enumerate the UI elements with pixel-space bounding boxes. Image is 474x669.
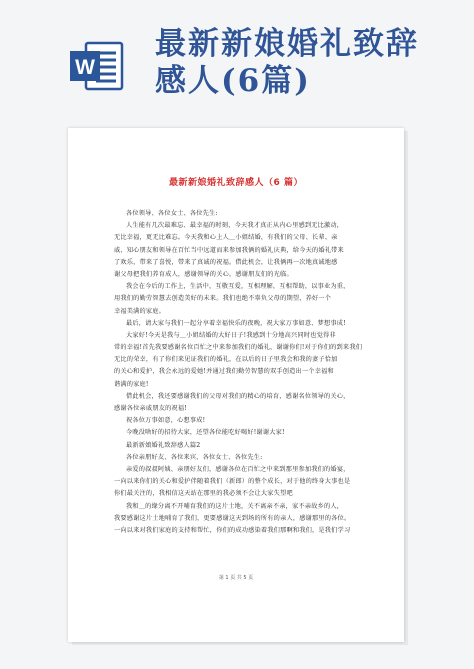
paragraph-line: 我要感谢这片土地哺育了我们，更要感谢这天到场的所有的亲人，感谢那里的各位。 bbox=[114, 514, 351, 522]
paragraph-line: 一向以来对我们家庭的支持和帮忙，你们的成功感染着我们那啊和我们，是我们学习 bbox=[114, 526, 351, 534]
paragraph-line: 你们最关注的，我相信这天站在那里的我必须不会让大家失望吧 bbox=[114, 490, 293, 498]
paragraph-line: 幸福美满的家庭。 bbox=[114, 307, 166, 315]
paragraph-line: 今晚没啥好的招待大家，还望各位能吃好喝好!谢谢大家! bbox=[126, 429, 285, 437]
paragraph-line: 了欢乐，带来了喜悦，带来了真诚的祝福。借此机会，让我俩再一次地真诚地感 bbox=[114, 258, 338, 266]
svg-text:W: W bbox=[75, 56, 95, 79]
paragraph-line: 无比的荣幸，有了你们来见证我们的婚礼，在以后的日子里我会和我的妻子恰加 bbox=[114, 356, 338, 364]
paragraph-line: 我和＿的缘分离不开哺育我们的这片土地，关不离亲不亲，家不亲故乡的人， bbox=[126, 502, 344, 510]
paragraph-line: 常的幸福!首先我要感谢名位百忙之中来参加我们的婚礼，谢谢你们!对于你们的到来我们 bbox=[114, 344, 363, 352]
paragraph-line: 一向以来你们的关心和爱护伴随着我们（新郎）的整个成长，对于他的终身大事也是 bbox=[114, 478, 351, 486]
paragraph-line: 各位亲朋好友、各位来宾、各位女士、各位先生: bbox=[126, 453, 263, 461]
paragraph-line: 借此机会，我还要感谢我们的父母对我们的精心的培育，感谢名位领导的关心， bbox=[126, 392, 350, 400]
banner-title: 最新新娘婚礼致辞 感人(6篇) bbox=[155, 26, 419, 99]
paragraph-line: 最后，请大家与我们一起分享着幸福快乐的夜晚，祝大家万事如意、梦想事成! bbox=[126, 319, 346, 327]
paragraph-line: 无比幸福，更无比难忘。今天我和心上人＿小姐结婚，有我们的父母、长辈、亲 bbox=[114, 234, 338, 242]
paragraph-line: 戚、知心朋友和领导在百忙当中远道而来参加我俩的婚礼庆典，给今天的婚礼带来 bbox=[114, 246, 344, 254]
paragraph-line: 谢父母把我们养育成人，感谢领导的关心，感谢朋友们的光临。 bbox=[114, 270, 293, 278]
paragraph-line: 我会在今后的工作上，生活中，互敬互爱，互相理解，互相帮助，以事业为重， bbox=[126, 283, 350, 291]
document-page bbox=[68, 128, 404, 642]
paragraph-line: 祝各位万事如意，心想事成! bbox=[126, 417, 206, 425]
document-body bbox=[114, 208, 366, 537]
paragraph-line: 最新新娘婚礼致辞感人篇2 bbox=[126, 441, 201, 449]
paragraph-line: 人生能有几次最难忘、最幸福的时刻，今天我才真正从内心里感到无比激动， bbox=[126, 222, 344, 230]
paragraph-line: 用我们的勤劳智慧去创造美好的未来。我们也绝不辜负父母的期望，养好一个 bbox=[114, 295, 332, 303]
banner bbox=[0, 0, 474, 115]
document-title: 最新新娘婚礼致辞感人（6 篇） bbox=[169, 178, 303, 188]
paragraph-line: 感谢各位亲戚朋友的祝福! bbox=[114, 405, 187, 412]
paragraph-line: 谐满的家庭! bbox=[114, 380, 149, 388]
word-document-icon bbox=[68, 37, 126, 95]
paragraph-line: 的关心和爱护，我会永远的爱她!并通过我们勤劳智慧的双手创造出一个幸福和 bbox=[114, 368, 334, 376]
paragraph-line: 大家好!今天是我与＿小姐结婚的大好日子!我感到十分地高兴同时也觉得非 bbox=[126, 331, 336, 339]
page-footer: 第 1 页 共 5 页 bbox=[218, 575, 254, 581]
paragraph-line: 亲爱的叔叔阿姨、亲朋好友们，感谢各位在百忙之中来到那里参加我们的婚宴， bbox=[126, 465, 350, 473]
paragraph-line: 各位领导、各位女士、各位先生: bbox=[126, 210, 218, 217]
